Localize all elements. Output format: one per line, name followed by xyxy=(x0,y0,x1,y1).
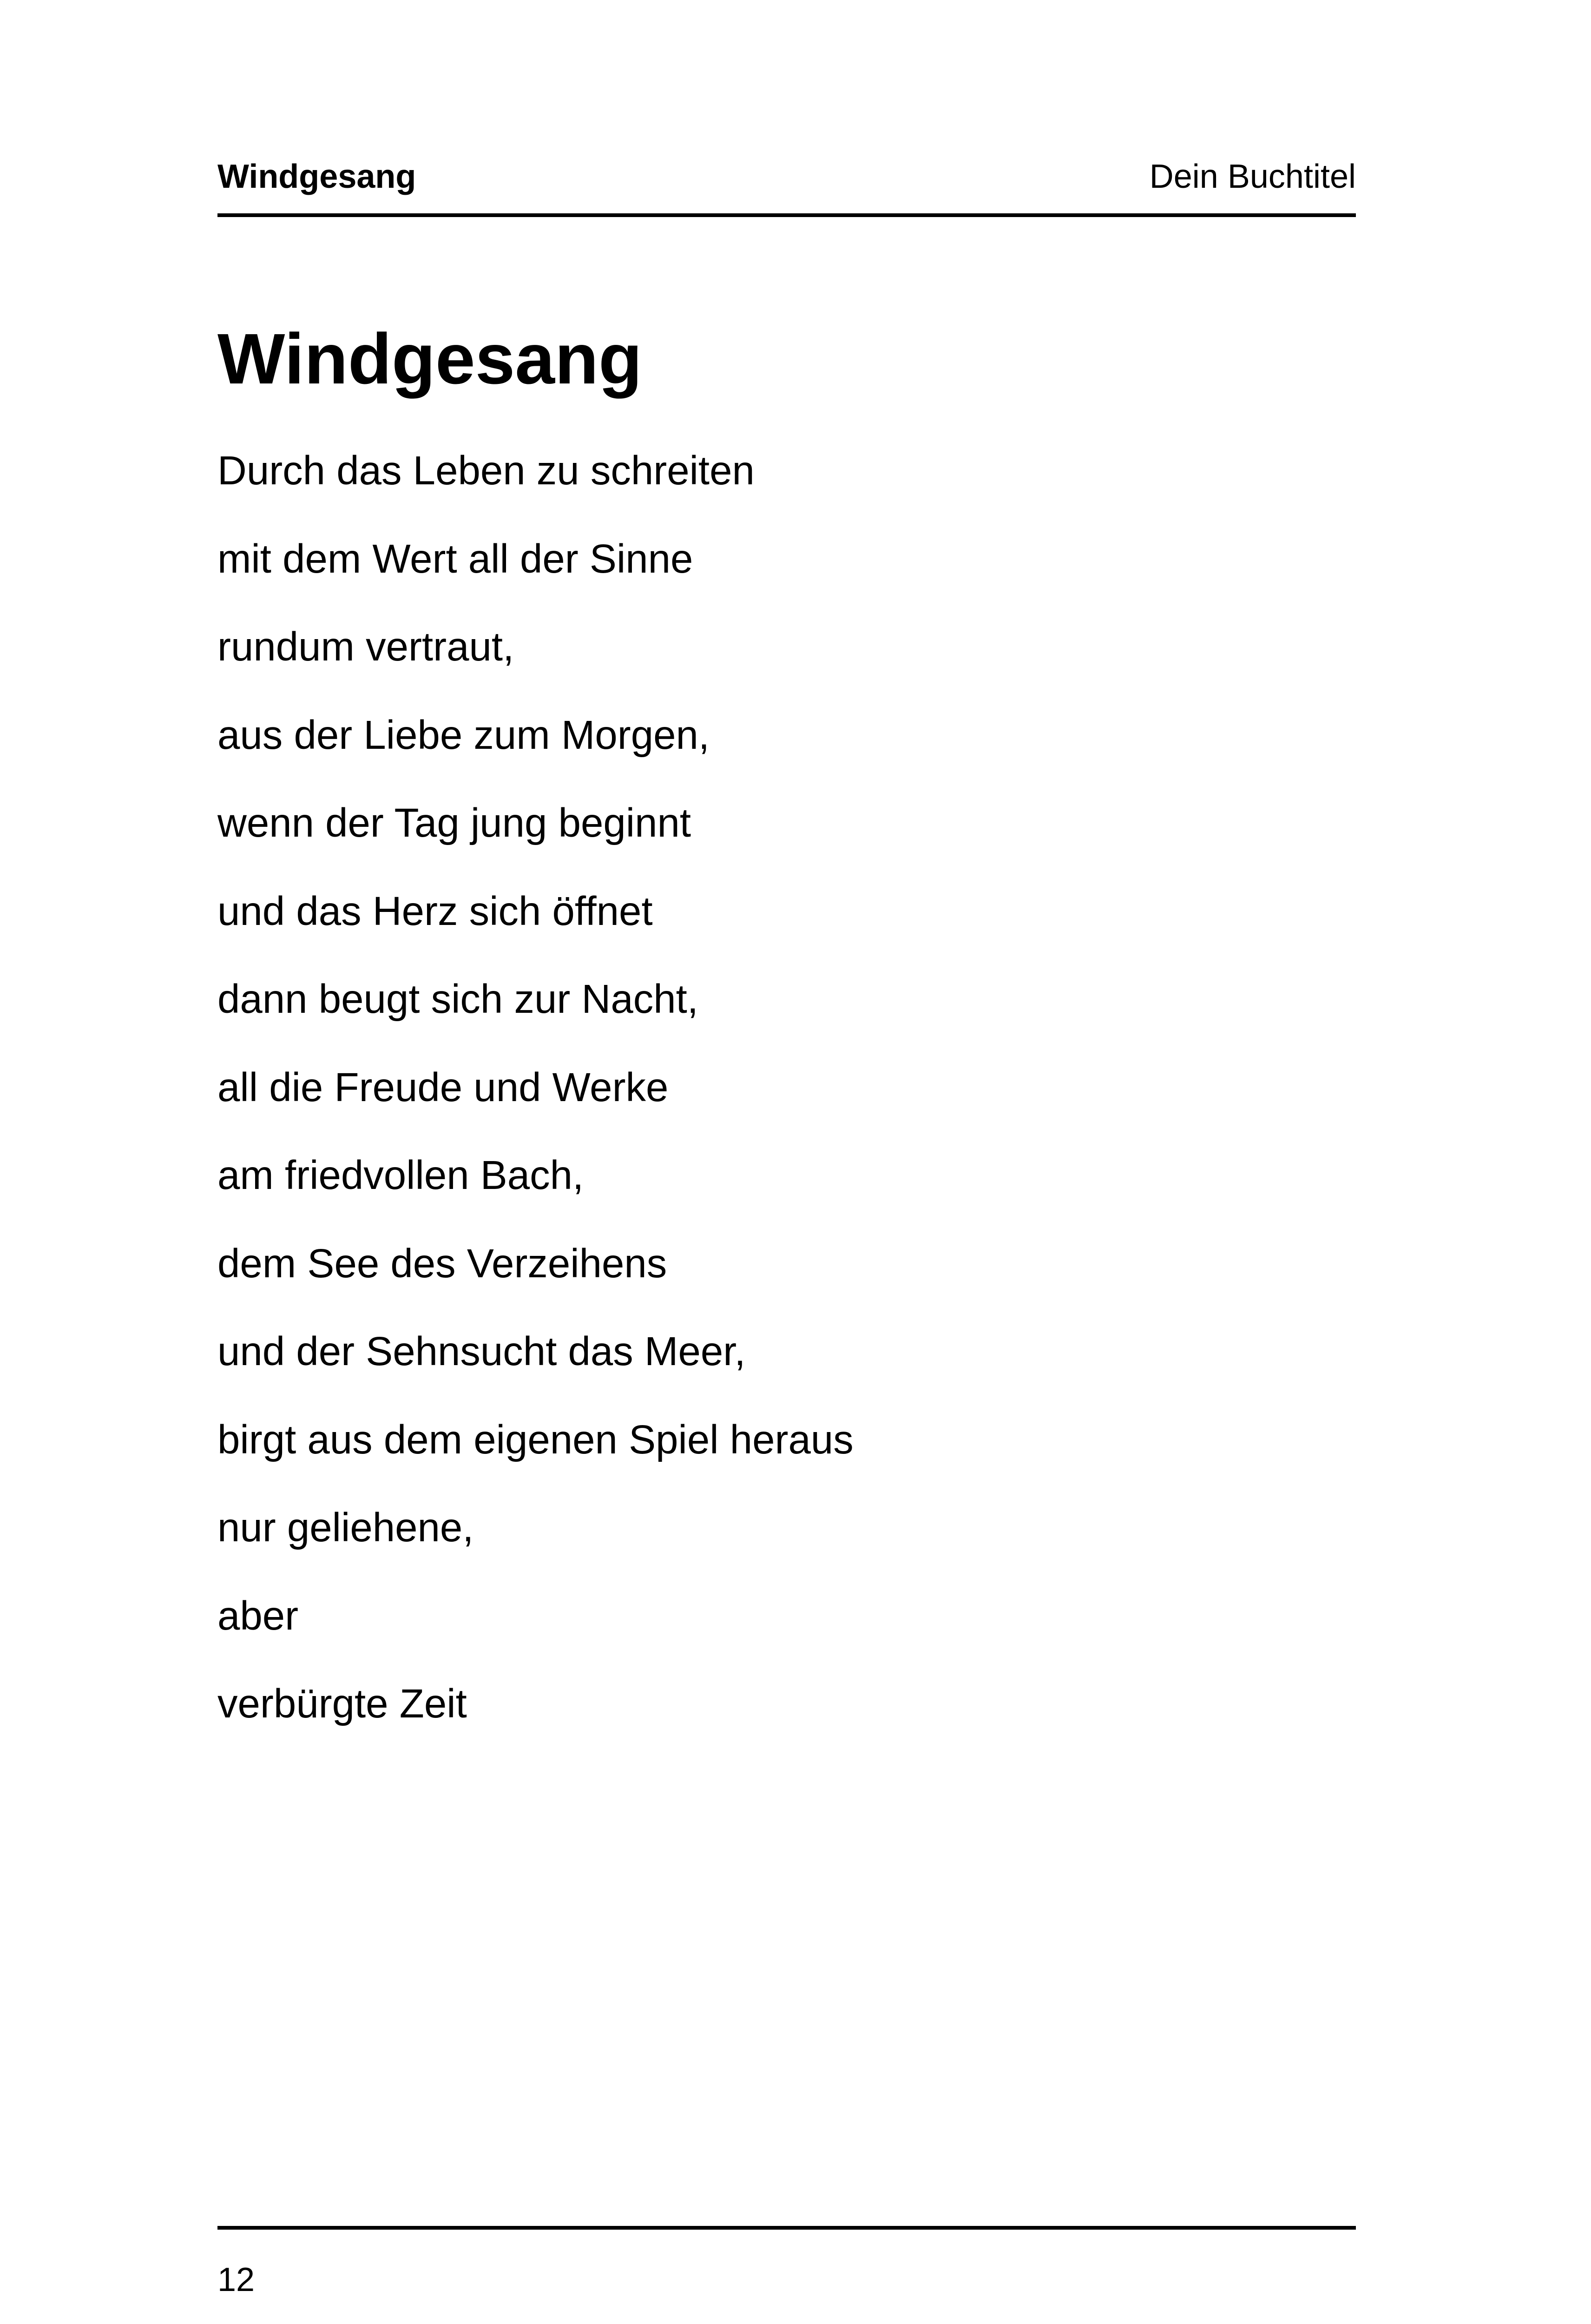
poem-line: dann beugt sich zur Nacht, xyxy=(217,977,698,1022)
header-book-title: Dein Buchtitel xyxy=(1149,158,1356,195)
poem-line: aus der Liebe zum Morgen, xyxy=(217,712,710,758)
poem-body xyxy=(217,427,854,1748)
header-divider xyxy=(217,213,1356,217)
header-chapter-title: Windgesang xyxy=(217,158,416,195)
footer-divider xyxy=(217,2226,1356,2230)
poem-line: rundum vertraut, xyxy=(217,624,514,669)
poem-line: und das Herz sich öffnet xyxy=(217,888,653,934)
poem-line: aber xyxy=(217,1593,299,1638)
page-number: 12 xyxy=(217,2261,255,2298)
poem-title: Windgesang xyxy=(217,319,643,399)
poem-line: mit dem Wert all der Sinne xyxy=(217,536,693,581)
poem-line: und der Sehnsucht das Meer, xyxy=(217,1329,746,1374)
poem-line: Durch das Leben zu schreiten xyxy=(217,448,755,493)
poem-line: wenn der Tag jung beginnt xyxy=(217,800,691,845)
poem-line: nur geliehene, xyxy=(217,1505,474,1550)
poem-line: birgt aus dem eigenen Spiel heraus xyxy=(217,1417,854,1462)
running-header xyxy=(217,160,1356,193)
poem-line: am friedvollen Bach, xyxy=(217,1153,584,1198)
poem-line: verbürgte Zeit xyxy=(217,1681,467,1726)
poem-line: dem See des Verzeihens xyxy=(217,1241,667,1286)
poem-line: all die Freude und Werke xyxy=(217,1064,669,1110)
